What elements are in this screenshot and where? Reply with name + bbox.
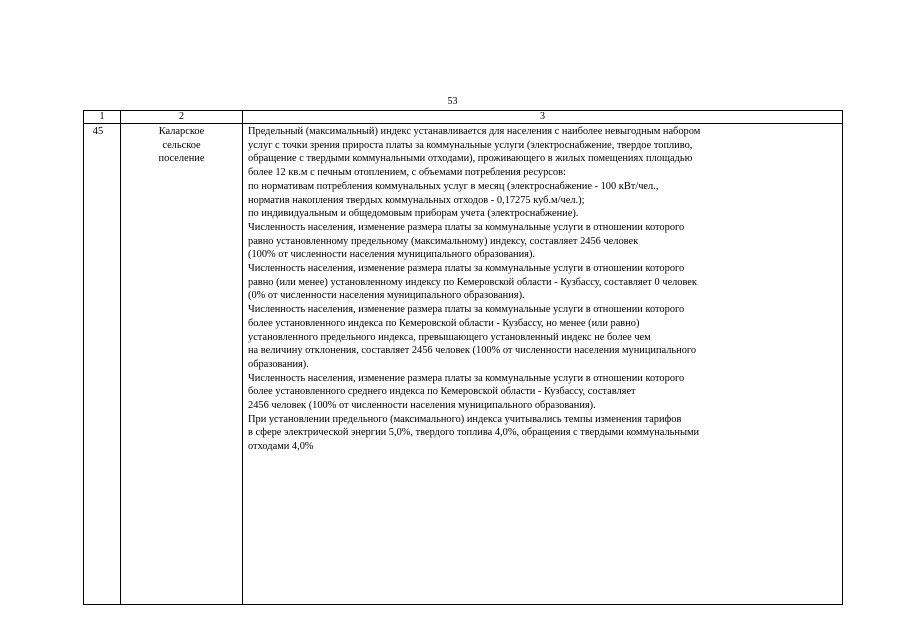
column-header-description: 3 [243,111,843,124]
description-line: 2456 человек (100% от численности населения муниципального образования). [248,400,596,412]
tariff-index-table [83,110,843,605]
page-number: 53 [447,96,458,107]
description-line: норматив накопления твердых коммунальных отходов - 0,17275 куб.м/чел.); [248,194,585,206]
description-line: установленного предельного индекса, превышающего установленный индекс не более чем [248,331,651,343]
description-line: Численность населения, изменение размера платы за коммунальные услуги в отношении которого [248,263,685,275]
municipality-name-line: Каларское [158,126,205,137]
column-header-number: 1 [84,111,121,124]
description-line: равно (или менее) установленному индексу по Кемеровской области - Кузбассу, составляет 0 человек [248,276,697,288]
description-line: более установленного индекса по Кемеровской области - Кузбассу, но менее (или равно) [248,317,640,329]
description-line: образования). [248,358,309,370]
row-number: 45 [92,126,104,137]
municipality-name-line: сельское [162,139,201,151]
row-number-cell [84,124,121,605]
description-line: более установленного среднего индекса по Кемеровской области - Кузбассу, составляет [248,386,636,398]
municipality-name-cell [121,124,243,605]
description-line: на величину отклонения, составляет 2456 человек (100% от численности населения муниципального [248,345,697,357]
description-line: по индивидуальным и общедомовым приборам учета (электроснабжение). [248,208,579,220]
description-line: При установлении предельного (максимального) индекса учитывались темпы изменения тарифов [248,413,682,425]
description-cell [243,124,843,605]
description-line: услуг с точки зрения прироста платы за коммунальные услуги (электроснабжение, твердое топливо, [248,139,693,151]
description-line: (100% от численности населения муниципального образования). [248,249,536,261]
description-line: более 12 кв.м с печным отоплением, с объемами потребления ресурсов: [248,167,566,179]
description-line: Численность населения, изменение размера платы за коммунальные услуги в отношении которого [248,304,685,316]
description-line: равно установленному предельному (максимальному) индексу, составляет 2456 человек [248,235,639,247]
description-line: Численность населения, изменение размера платы за коммунальные услуги в отношении которого [248,372,685,384]
column-header-name: 2 [121,111,243,124]
description-line: Предельный (максимальный) индекс устанавливается для населения с наиболее невыгодным набором [248,126,701,137]
description-line: (0% от численности населения муниципального образования). [248,290,525,302]
description-line: Численность населения, изменение размера платы за коммунальные услуги в отношении которого [248,221,685,233]
description-line: в сфере электрической энергии 5,0%, твердого топлива 4,0%, обращения с твердыми коммунальными [248,427,700,439]
description-line: обращение с твердыми коммунальными отходами), проживающего в жилых помещениях площадью [248,153,693,165]
table-header-row [84,111,843,124]
description-line: отходами 4,0% [248,441,314,453]
table-row [84,124,843,605]
description-line: по нормативам потребления коммунальных услуг в месяц (электроснабжение - 100 кВт/чел., [248,180,659,192]
municipality-name-line: поселение [158,153,205,165]
